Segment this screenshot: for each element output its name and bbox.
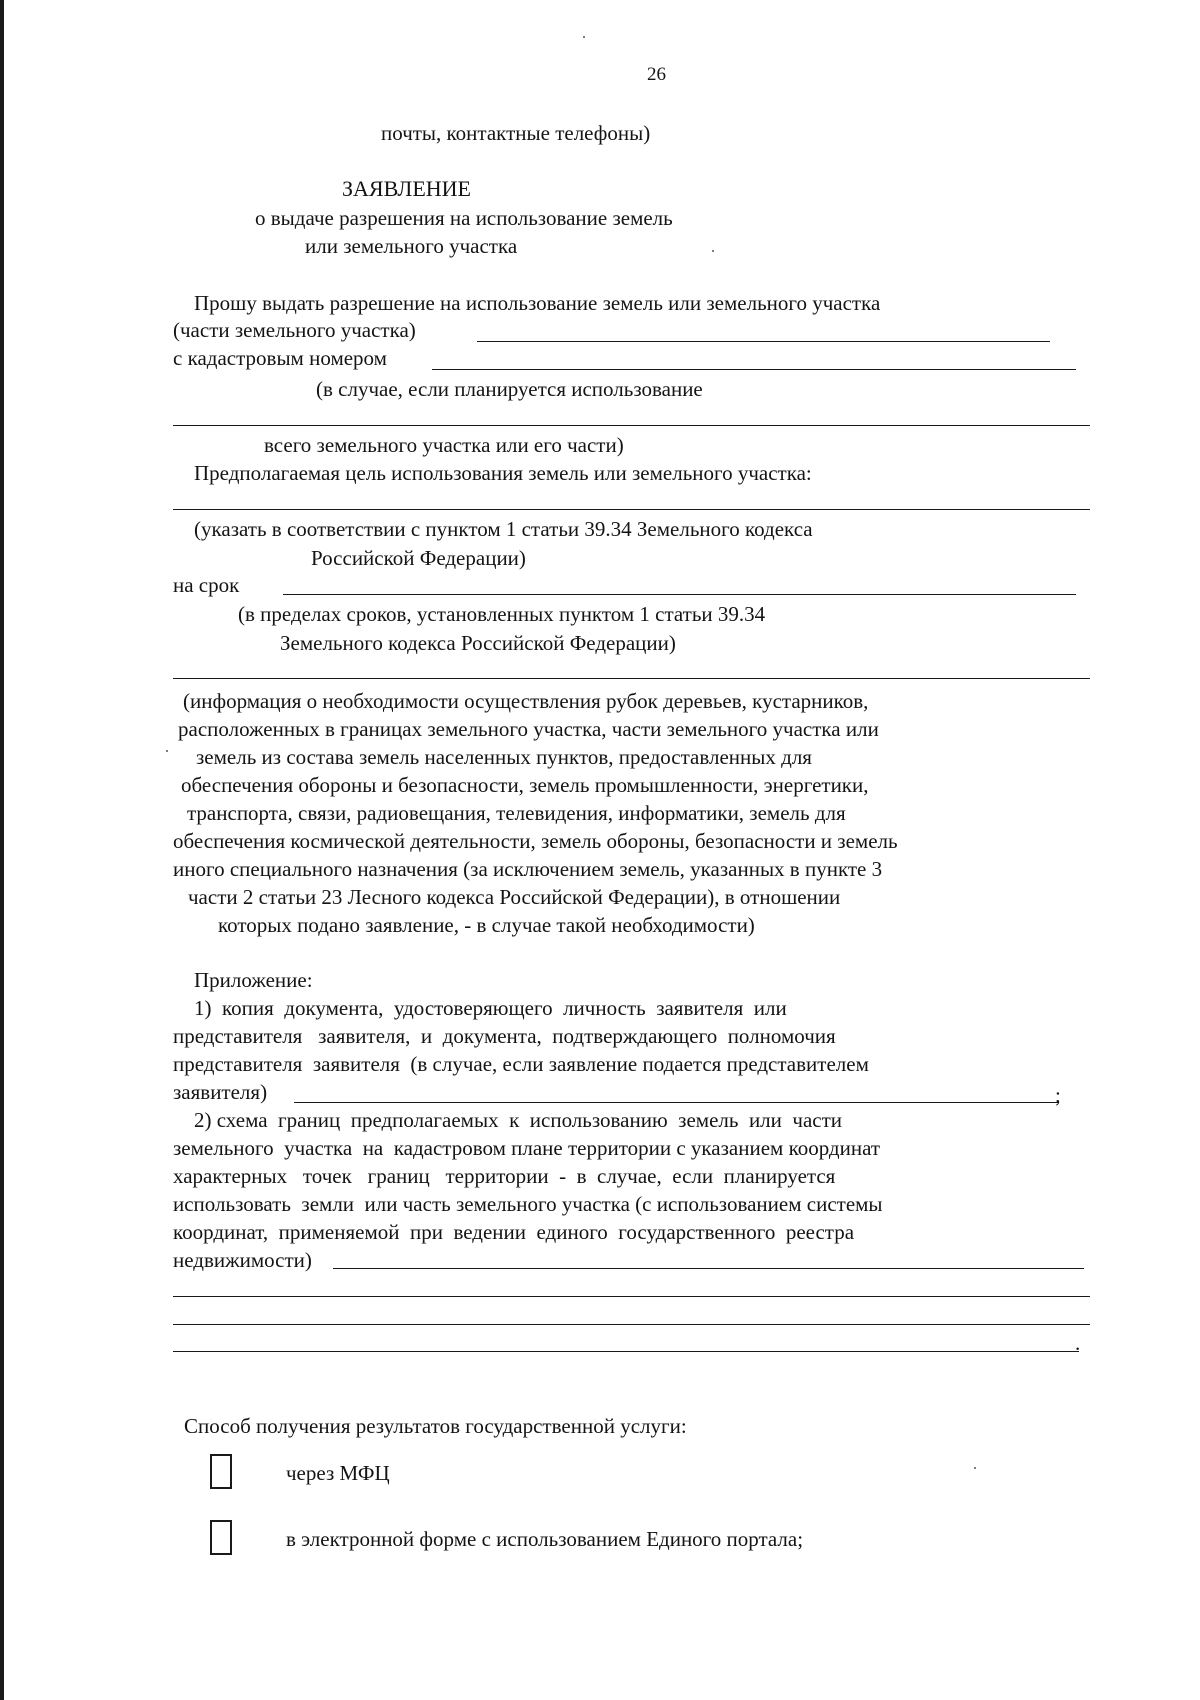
attachment-2-line: земельного участка на кадастровом плане территории с указанием координат: [173, 1136, 881, 1160]
term-hint-line-1: (в пределах сроков, установленных пунктом 1 статьи 39.34: [238, 602, 766, 626]
document-title: ЗАЯВЛЕНИЕ: [342, 176, 471, 201]
part-field[interactable]: [477, 341, 1050, 342]
cadastral-number-field[interactable]: [432, 369, 1076, 370]
usage-hint-line-1: (в случае, если планируется использование: [316, 377, 703, 401]
attachment-1-line: 1) копия документа, удостоверяющего личность заявителя или: [194, 996, 787, 1020]
info-hint-line: иного специального назначения (за исключением земель, указанных в пункте 3: [173, 857, 883, 881]
attachment-2-line: характерных точек границ территории - в случае, если планируется: [173, 1164, 836, 1188]
attachment-2-field[interactable]: [173, 1324, 1090, 1325]
scan-edge: [0, 0, 4, 1700]
attachment-1-line: представителя заявителя (в случае, если заявление подается представителем: [173, 1052, 869, 1076]
attachment-2-field[interactable]: [333, 1268, 1084, 1269]
scan-speck: [583, 36, 585, 38]
mfc-checkbox[interactable]: [210, 1454, 232, 1489]
purpose-hint-line-2: Российской Федерации): [311, 546, 526, 570]
attachment-2-line: недвижимости): [173, 1248, 312, 1272]
scan-speck: [974, 1467, 976, 1469]
scan-speck: [712, 250, 714, 252]
purpose-hint-line-1: (указать в соответствии с пунктом 1 статьи 39.34 Земельного кодекса: [194, 517, 813, 541]
title-line-2: или земельного участка: [305, 234, 518, 258]
info-hint-line: части 2 статьи 23 Лесного кодекса Российской Федерации), в отношении: [188, 885, 841, 909]
scan-speck: [166, 750, 168, 752]
term-label: на срок: [173, 573, 240, 597]
attachment-2-line: координат, применяемой при ведении единого государственного реестра: [173, 1220, 855, 1244]
attachment-2-line: использовать земли или часть земельного участка (с использованием системы: [173, 1192, 883, 1216]
page-number: 26: [647, 64, 666, 85]
info-hint-line: земель из состава земель населенных пунктов, предоставленных для: [196, 745, 812, 769]
purpose-field[interactable]: [173, 509, 1090, 510]
delivery-heading: Способ получения результатов государственной услуги:: [184, 1414, 687, 1438]
info-hint-line: (информация о необходимости осуществления рубок деревьев, кустарников,: [183, 689, 869, 713]
purpose-label: Предполагаемая цель использования земель или земельного участка:: [194, 461, 812, 485]
info-hint-line: транспорта, связи, радиовещания, телевидения, информатики, земель для: [187, 801, 846, 825]
info-hint-line: которых подано заявление, - в случае такой необходимости): [218, 913, 755, 937]
attachment-2-field[interactable]: [173, 1351, 1079, 1352]
info-hint-line: расположенных в границах земельного участка, части земельного участка или: [178, 717, 879, 741]
attachment-2-line: 2) схема границ предполагаемых к использованию земель или части: [194, 1108, 843, 1132]
attachment-1-line: представителя заявителя, и документа, подтверждающего полномочия: [173, 1024, 836, 1048]
term-hint-line-2: Земельного кодекса Российской Федерации): [280, 631, 676, 655]
attachment-2-field[interactable]: [173, 1296, 1090, 1297]
option-mfc-label: через МФЦ: [286, 1461, 390, 1485]
info-hint-line: обеспечения обороны и безопасности, земель промышленности, энергетики,: [181, 773, 869, 797]
option-portal-label: в электронной форме с использованием Единого портала;: [286, 1527, 804, 1551]
tree-felling-info-field[interactable]: [173, 678, 1090, 679]
attachment-1-end: ;: [1055, 1083, 1061, 1107]
usage-hint-line-2: всего земельного участка или его части): [264, 433, 624, 457]
title-line-1: о выдаче разрешения на использование земель: [255, 206, 673, 230]
term-field[interactable]: [283, 594, 1076, 595]
cadastral-label: с кадастровым номером: [173, 346, 387, 370]
attachment-2-end: .: [1075, 1331, 1081, 1355]
attachments-heading: Приложение:: [194, 968, 313, 992]
request-text: Прошу выдать разрешение на использование земель или земельного участка: [194, 291, 881, 315]
header-fragment: почты, контактные телефоны): [381, 121, 651, 145]
part-label: (части земельного участка): [173, 318, 416, 342]
usage-field[interactable]: [173, 425, 1090, 426]
info-hint-line: обеспечения космической деятельности, земель обороны, безопасности и земель: [173, 829, 898, 853]
portal-checkbox[interactable]: [210, 1520, 232, 1555]
attachment-1-field[interactable]: [294, 1102, 1058, 1103]
attachment-1-line: заявителя): [173, 1080, 268, 1104]
